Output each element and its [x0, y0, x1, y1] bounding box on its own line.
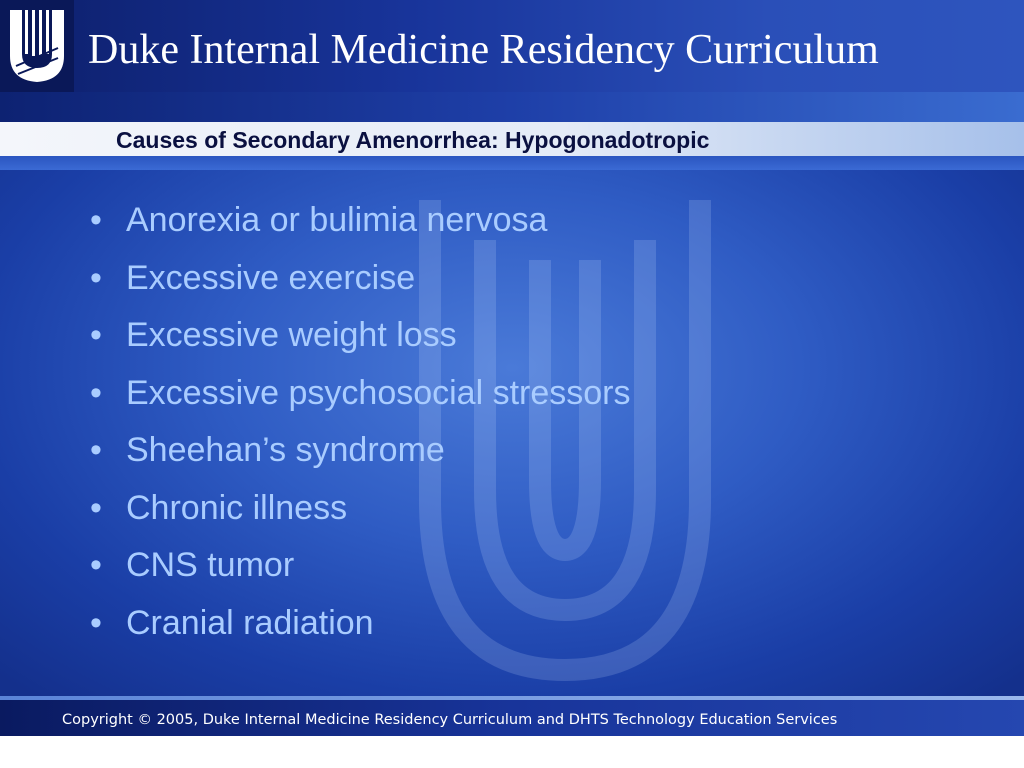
bullet-glyph: •	[90, 488, 102, 527]
list-item	[84, 313, 631, 371]
slide-header	[0, 0, 1024, 92]
header-band	[0, 92, 1024, 122]
bullet-text: Anorexia or bulimia nervosa	[126, 201, 548, 239]
bullet-text: Chronic illness	[126, 488, 348, 527]
bullet-glyph: •	[90, 546, 102, 584]
list-item	[84, 601, 631, 659]
bullet-glyph: •	[90, 603, 102, 642]
copyright-text: Copyright © 2005, Duke Internal Medicine Residency Curriculum and DHTS Technology Education Services	[62, 712, 838, 728]
list-item	[84, 256, 631, 314]
bullet-text: Sheehan’s syndrome	[126, 431, 445, 469]
bullet-list	[84, 198, 631, 658]
bullet-text: Excessive psychosocial stressors	[126, 373, 631, 412]
bullet-glyph: •	[90, 316, 102, 354]
slide-footer	[0, 700, 1024, 736]
subtitle-bar	[0, 122, 1024, 156]
list-item	[84, 543, 631, 601]
slide-subtitle: Causes of Secondary Amenorrhea: Hypogonadotropic	[116, 127, 710, 153]
bullet-text: Excessive exercise	[126, 258, 416, 297]
list-item	[84, 486, 631, 544]
bullet-text: Excessive weight loss	[126, 316, 457, 354]
list-item	[84, 371, 631, 429]
subtitle-band	[0, 156, 1024, 170]
bullet-glyph: •	[90, 258, 102, 297]
list-item	[84, 428, 631, 486]
duke-shield-logo-icon	[0, 0, 74, 92]
bullet-glyph: •	[90, 201, 102, 239]
bullet-glyph: •	[90, 431, 102, 469]
bullet-text: CNS tumor	[126, 546, 295, 584]
slide-title: Duke Internal Medicine Residency Curriculum	[88, 27, 879, 73]
list-item	[84, 198, 631, 256]
bullet-text: Cranial radiation	[126, 603, 374, 642]
bullet-glyph: •	[90, 373, 102, 412]
